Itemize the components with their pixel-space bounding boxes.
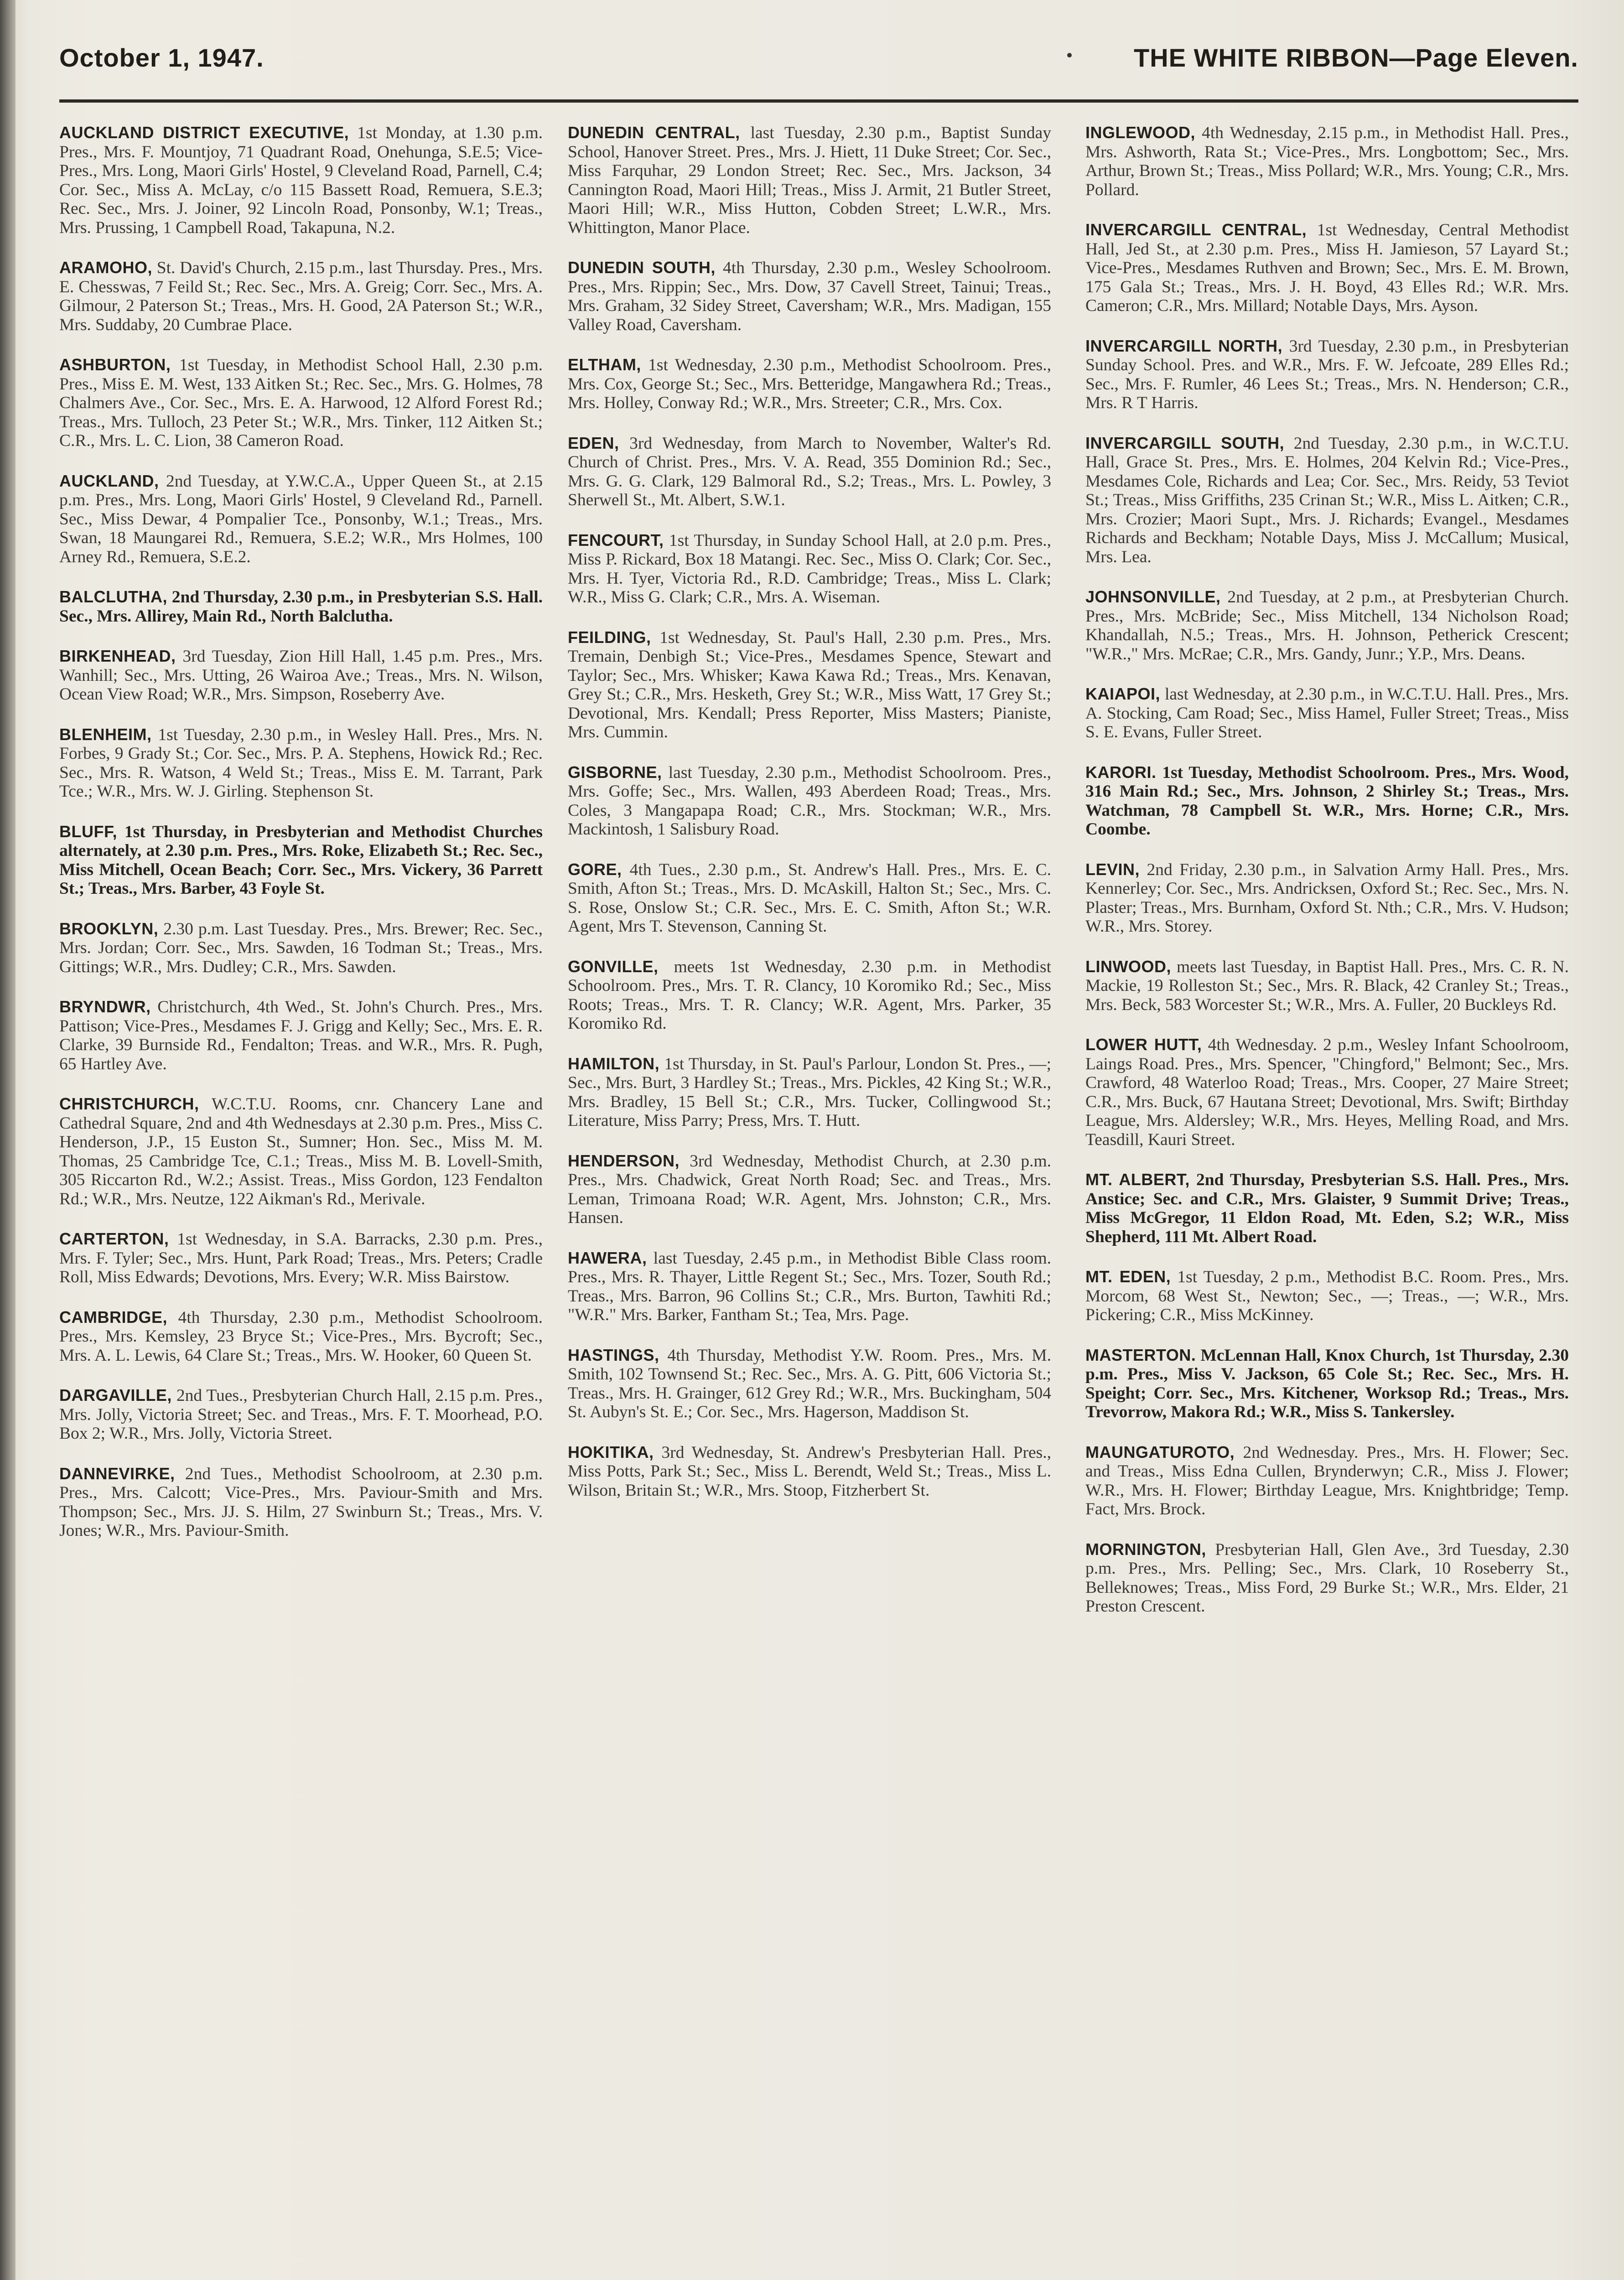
branch-entry xyxy=(568,1346,1051,1422)
branch-name: KARORI. xyxy=(1085,762,1157,782)
branch-entry xyxy=(1085,1170,1569,1246)
header-dot xyxy=(1067,53,1072,57)
branch-details: 1st Thursday, in Sunday School Hall, at 2.0 p.m. Pres., Miss P. Rickard, Box 18 Matangi. Rec. Sec., Miss O. Clark; Cor. Sec., Mrs. H. Tyer, Victoria Rd., R.D. Cambridge; Treas., Miss L. Clark; W.R., Miss G. Clark; C.R., Mrs. A. Wiseman. xyxy=(568,531,1051,606)
branch-details: last Tuesday, 2.30 p.m., Methodist Schoolroom. Pres., Mrs. Goffe; Sec., Mrs. Wallen, 493 Aberdeen Road; Treas., Mrs. Coles, 3 Mangapapa Road; C.R., Mrs. Stockman; W.R., Mrs. Mackintosh, 1 Salisbury Road. xyxy=(568,763,1051,839)
branch-details: 1st Wednesday, Central Methodist Hall, Jed St., at 2.30 p.m. Pres., Miss H. Jamieson, 57 Layard St.; Vice-Pres., Mesdames Ruthven and Brown; Sec., Mrs. E. M. Brown, 175 Gala St.; Treas., Mrs. J. H. Boyd, 43 Elles Rd.; W.R. Mrs. Cameron; C.R., Mrs. Millard; Notable Days, Mrs. Ayson. xyxy=(1085,221,1569,315)
branch-entry xyxy=(568,1249,1051,1325)
branch-details: 2nd Friday, 2.30 p.m., in Salvation Army Hall. Pres., Mrs. Kennerley; Cor. Sec., Mrs. Andricksen, Oxford St.; Rec. Sec., Mrs. N. Plaster; Treas., Mrs. Burnham, Oxford St. Nth.; C.R., Mrs. V. Hudson; W.R., Mrs. Storey. xyxy=(1085,860,1569,936)
branch-details: 1st Thursday, in St. Paul's Parlour, London St. Pres., —; Sec., Mrs. Burt, 3 Hardley St.; Treas., Mrs. Pickles, 42 King St.; W.R., Mrs. Bradley, 15 Bell St.; C.R., Mrs. Tucker, Collingwood St.; Literature, Miss Parry; Press, Mrs. T. Hutt. xyxy=(568,1054,1051,1130)
branch-name: MT. EDEN, xyxy=(1085,1267,1171,1286)
branch-name: FEILDING, xyxy=(568,627,651,647)
branch-entry xyxy=(1085,587,1569,663)
branch-details: 4th Wednesday. 2 p.m., Wesley Infant Schoolroom, Laings Road. Pres., Mrs. Spencer, "Chingford," Belmont; Sec., Mrs. Crawford, 48 Waterloo Road; Treas., Mrs. Cooper, 27 Maire Street; C.R., Mrs. Buck, 67 Hautana Street; Devotional, Mrs. Swift; Birthday League, Mrs. Aldersley; W.R., Mrs. Heyes, Melling Road, and Mrs. Teasdill, Kauri Street. xyxy=(1085,1036,1569,1149)
branch-entry xyxy=(1085,763,1569,839)
branch-entry xyxy=(568,1151,1051,1228)
branch-details: 1st Thursday, in Presbyterian and Methodist Churches alternately, at 2.30 p.m. Pres., Mrs. Roke, Elizabeth St.; Rec. Sec., Miss Mitchell, Ocean Beach; Corr. Sec., Mrs. Vickery, 36 Parrett St.; Treas., Mrs. Barber, 43 Foyle St. xyxy=(59,822,543,898)
branch-details: 4th Wednesday, 2.15 p.m., in Methodist Hall. Pres., Mrs. Ashworth, Rata St.; Vice-Pres., Mrs. Longbottom; Sec., Mrs. Arthur, Brown St.; Treas., Miss Pollard; W.R., Mrs. Young; C.R., Mrs. Pollard. xyxy=(1085,124,1569,199)
branch-name: BRYNDWR, xyxy=(59,997,151,1016)
branch-entry xyxy=(59,355,543,451)
branch-details: meets last Tuesday, in Baptist Hall. Pres., Mrs. C. R. N. Mackie, 19 Rolleston St.; Sec., Mrs. R. Black, 42 Cranley St.; Treas., Mrs. Beck, 583 Worcester St.; W.R., Mrs. A. Fuller, 20 Buckleys Rd. xyxy=(1085,957,1569,1014)
branch-name: HAMILTON, xyxy=(568,1054,660,1073)
branch-details: last Wednesday, at 2.30 p.m., in W.C.T.U. Hall. Pres., Mrs. A. Stocking, Cam Road; Sec., Miss Hamel, Fuller Street; Treas., Miss S. E. Evans, Fuller Street. xyxy=(1085,685,1569,741)
branch-entry xyxy=(59,1094,543,1208)
branch-entry xyxy=(568,355,1051,413)
branch-name: ARAMOHO, xyxy=(59,258,152,277)
branch-name: DARGAVILLE, xyxy=(59,1386,172,1404)
branch-name: CAMBRIDGE, xyxy=(59,1307,167,1327)
branch-name: LINWOOD, xyxy=(1085,957,1171,976)
branch-name: BALCLUTHA, xyxy=(59,587,167,606)
branch-details: McLennan Hall, Knox Church, 1st Thursday, 2.30 p.m. Pres., Miss V. Jackson, 65 Cole St.; Rec. Sec., Mrs. H. Speight; Corr. Sec., Mrs. Kitchener, Worksop Rd.; Treas., Mrs. Trevorrow, Makora Rd.; W.R., Miss S. Tankersley. xyxy=(1085,1346,1569,1421)
branch-details: 1st Tuesday, Methodist Schoolroom. Pres., Mrs. Wood, 316 Main Rd.; Sec., Mrs. Johnson, 2 Shirley St.; Treas., Mrs. Watchman, 78 Campbell St. W.R., Mrs. Horne; C.R., Mrs. Coombe. xyxy=(1085,763,1569,839)
branch-details: 1st Tuesday, 2.30 p.m., in Wesley Hall. Pres., Mrs. N. Forbes, 9 Grady St.; Cor. Sec., Mrs. P. A. Stephens, Howick Rd.; Rec. Sec., Mrs. R. Watson, 4 Weld St.; Treas., Miss E. M. Tarrant, Park Tce.; W.R., Mrs. W. J. Girling. Stephenson St. xyxy=(59,725,543,801)
branch-name: HENDERSON, xyxy=(568,1151,680,1170)
branch-name: GONVILLE, xyxy=(568,957,659,976)
branch-details: Christchurch, 4th Wed., St. John's Church. Pres., Mrs. Pattison; Vice-Pres., Mesdames F. J. Grigg and Kelly; Sec., Mrs. E. R. Clarke, 39 Burnside Rd., Fendalton; Treas. and W.R., Mrs. R. Pugh, 65 Hartley Ave. xyxy=(59,998,543,1073)
branch-entry xyxy=(568,1443,1051,1500)
branch-entry xyxy=(568,628,1051,742)
branch-name: INVERCARGILL CENTRAL, xyxy=(1085,220,1307,239)
branch-details: 1st Monday, at 1.30 p.m. Pres., Mrs. F. Mountjoy, 71 Quadrant Road, Onehunga, S.E.5; Vice-Pres., Mrs. Long, Maori Girls' Hostel, 9 Cleveland Road, Parnell, C.4; Cor. Sec., Miss A. McLay, c/o 115 Bassett Road, Remuera, S.E.3; Rec. Sec., Mrs. J. Joiner, 92 Lincoln Road, Ponsonby, W.1; Treas., Mrs. Prussing, 1 Campbell Road, Takapuna, N.2. xyxy=(59,124,543,237)
branch-name: GISBORNE, xyxy=(568,762,662,782)
branch-entry xyxy=(568,123,1051,237)
branch-entry xyxy=(1085,1540,1569,1616)
branch-entry xyxy=(59,472,543,567)
branch-details: 2nd Thursday, Presbyterian S.S. Hall. Pres., Mrs. Anstice; Sec. and C.R., Mrs. Glaister, 9 Summit Drive; Treas., Miss McGregor, 11 Eldon Road, Mt. Eden, S.2; W.R., Miss Shepherd, 111 Mt. Albert Road. xyxy=(1085,1171,1569,1246)
branch-name: BROOKLYN, xyxy=(59,919,159,938)
branch-name: HASTINGS, xyxy=(568,1345,659,1364)
branch-details: 2nd Tuesday, at 2 p.m., at Presbyterian Church. Pres., Mrs. McBride; Sec., Miss Mitchell, 134 Nicholson Road; Khandallah, N.5.; Treas., Mrs. H. Johnson, Petherick Crescent; "W.R.," Mrs. McRae; C.R., Mrs. Gandy, Junr.; Y.P., Mrs. Deans. xyxy=(1085,588,1569,663)
branch-name: ELTHAM, xyxy=(568,355,641,374)
branch-name: HOKITIKA, xyxy=(568,1442,654,1461)
branch-entry xyxy=(59,997,543,1073)
branch-entry xyxy=(568,860,1051,936)
branch-entry xyxy=(1085,220,1569,316)
branch-name: INVERCARGILL SOUTH, xyxy=(1085,433,1285,452)
branch-details: 3rd Wednesday, Methodist Church, at 2.30 p.m. Pres., Mrs. Chadwick, Great North Road; Sec. and Treas., Mrs. Leman, Trimoana Road; W.R. Agent, Mrs. Johnston; C.R., Mrs. Hansen. xyxy=(568,1151,1051,1227)
branch-entry xyxy=(1085,684,1569,742)
branch-details: 4th Thursday, Methodist Y.W. Room. Pres., Mrs. M. Smith, 102 Townsend St.; Rec. Sec., Mrs. A. G. Pitt, 606 Victoria St.; Treas., Mrs. H. Grainger, 612 Grey Rd.; W.R., Mrs. Buckingham, 504 St. Aubyn's St. E.; Cor. Sec., Mrs. Hagerson, Maddison St. xyxy=(568,1346,1051,1421)
branch-name: AUCKLAND DISTRICT EXECUTIVE, xyxy=(59,123,349,142)
branch-details: 2nd Tues., Methodist Schoolroom, at 2.30 p.m. Pres., Mrs. Calcott; Vice-Pres., Mrs. Paviour-Smith and Mrs. Thompson; Sec., Mrs. JJ. S. Hilm, 27 Swinburn St.; Treas., Mrs. V. Jones; W.R., Mrs. Paviour-Smith. xyxy=(59,1464,543,1540)
branch-entry xyxy=(59,258,543,334)
column-3 xyxy=(1085,123,1569,2280)
branch-entry xyxy=(568,258,1051,334)
branch-details: 2nd Wednesday. Pres., Mrs. H. Flower; Sec. and Treas., Miss Edna Cullen, Brynderwyn; C.R., Miss J. Flower; W.R., Mrs. H. Flower; Birthday League, Mrs. Knightbridge; Temp. Fact, Mrs. Brock. xyxy=(1085,1443,1569,1518)
branch-name: BLENHEIM, xyxy=(59,725,152,744)
branch-details: 3rd Tuesday, Zion Hill Hall, 1.45 p.m. Pres., Mrs. Wanhill; Sec., Mrs. Utting, 26 Wairoa Ave.; Treas., Mrs. N. Wilson, Ocean View Road; W.R., Mrs. Simpson, Roseberry Ave. xyxy=(59,647,543,704)
branch-name: LEVIN, xyxy=(1085,860,1140,879)
branch-details: 2nd Tuesday, 2.30 p.m., in W.C.T.U. Hall, Grace St. Pres., Mrs. E. Holmes, 204 Kelvin Rd.; Vice-Pres., Mesdames Cole, Richards and Lea; Cor. Sec., Mrs. Reidy, 53 Teviot St.; Treas., Miss Griffiths, 235 Crinan St.; W.R., Miss L. Aitken; C.R., Mrs. Crozier; Maori Supt., Mrs. J. Richards; Evangel., Mesdames Richards and Beckham; Notable Days, Miss J. McCallum; Musical, Mrs. Lea. xyxy=(1085,434,1569,566)
branch-details: 2nd Tuesday, at Y.W.C.A., Upper Queen St., at 2.15 p.m. Pres., Mrs. Long, Maori Girls' Hostel, 9 Cleveland Rd., Parnell. Sec., Miss Dewar, 4 Pompalier Tce., Ponsonby, W.1.; Treas., Mrs. Swan, 18 Maungarei Rd., Remuera, S.E.2; W.R., Mrs Holmes, 100 Arney Rd., Remuera, S.E.2. xyxy=(59,472,543,566)
issue-date: October 1, 1947. xyxy=(59,43,264,72)
branch-name: HAWERA, xyxy=(568,1248,647,1267)
branch-name: DUNEDIN SOUTH, xyxy=(568,258,716,277)
branch-entry xyxy=(1085,957,1569,1015)
branch-name: MORNINGTON, xyxy=(1085,1539,1206,1559)
branch-name: FENCOURT, xyxy=(568,530,664,549)
branch-name: MT. ALBERT, xyxy=(1085,1170,1190,1189)
branch-name: LOWER HUTT, xyxy=(1085,1035,1202,1054)
branch-details: last Tuesday, 2.45 p.m., in Methodist Bible Class room. Pres., Mrs. R. Thayer, Little Regent St.; Sec., Mrs. Tozer, South Rd.; Treas., Mrs. Barron, 96 Collins St.; C.R., Mrs. Burton, Tawhiti Rd.; "W.R." Mrs. Barker, Fantham St.; Tea, Mrs. Page. xyxy=(568,1249,1051,1324)
branch-name: JOHNSONVILLE, xyxy=(1085,587,1221,606)
branch-details: last Tuesday, 2.30 p.m., Baptist Sunday School, Hanover Street. Pres., Mrs. J. Hiett, 11 Duke Street; Cor. Sec., Miss Farquhar, 29 London Street; Rec. Sec., Mrs. Jackson, 34 Cannington Road, Maori Hill; Treas., Miss J. Armit, 21 Butler Street, Maori Hill; W.R., Miss Hutton, Cobden Street; L.W.R., Mrs. Whittington, Manor Place. xyxy=(568,124,1051,237)
branch-name: KAIAPOI, xyxy=(1085,684,1161,703)
branch-entry xyxy=(59,822,543,898)
branch-details: 2.30 p.m. Last Tuesday. Pres., Mrs. Brewer; Rec. Sec., Mrs. Jordan; Corr. Sec., Mrs. Sawden, 16 Todman St.; Treas., Mrs. Gittings; W.R., Mrs. Dudley; C.R., Mrs. Sawden. xyxy=(59,919,543,976)
branch-entry xyxy=(1085,1267,1569,1325)
branch-entry xyxy=(568,1054,1051,1130)
branch-name: GORE, xyxy=(568,860,622,879)
branch-details: 2nd Tues., Presbyterian Church Hall, 2.15 p.m. Pres., Mrs. Jolly, Victoria Street; Sec. and Treas., Mrs. F. T. Moorhead, P.O. Box 2; W.R., Mrs. Jolly, Victoria Street. xyxy=(59,1386,543,1443)
branch-entry xyxy=(59,1308,543,1365)
branch-name: CARTERTON, xyxy=(59,1229,169,1248)
branch-details: W.C.T.U. Rooms, cnr. Chancery Lane and Cathedral Square, 2nd and 4th Wednesdays at 2.30 p.m. Pres., Miss C. Henderson, J.P., 15 Euston St., Sumner; Hon. Sec., Miss M. M. Thomas, 25 Cambridge Tce, C.1.; Treas., Miss M. B. Lovell-Smith, 305 Riccarton Rd., W.2.; Assist. Treas., Miss Gordon, 123 Fendalton Rd.; W.R., Mrs. Neutze, 122 Aikman's Rd., Merivale. xyxy=(59,1095,543,1208)
branch-name: MASTERTON. xyxy=(1085,1345,1196,1364)
branch-details: meets 1st Wednesday, 2.30 p.m. in Methodist Schoolroom. Pres., Mrs. T. R. Clancy, 10 Koromiko Rd.; Sec., Miss Roots; Treas., Mrs. T. R. Clancy; W.R. Agent, Mrs. Parker, 35 Koromiko Rd. xyxy=(568,957,1051,1033)
branch-name: INVERCARGILL NORTH, xyxy=(1085,336,1283,355)
branch-details: 3rd Wednesday, from March to November, Walter's Rd. Church of Christ. Pres., Mrs. V. A. Read, 355 Dominion Rd.; Sec., Mrs. G. G. Clark, 129 Balmoral Rd., S.2; Treas., Mrs. L. Powley, 3 Sherwell St., Mt. Albert, S.W.1. xyxy=(568,434,1051,509)
branch-name: BLUFF, xyxy=(59,822,117,841)
branch-name: ASHBURTON, xyxy=(59,355,171,374)
branch-entry xyxy=(59,725,543,801)
branch-details: 1st Tuesday, in Methodist School Hall, 2.30 p.m. Pres., Miss E. M. West, 133 Aitken St.; Rec. Sec., Mrs. G. Holmes, 78 Chalmers Ave., Cor. Sec., Mrs. E. A. Harwood, 12 Alford Forest Rd.; Treas., Mrs. Tulloch, 23 Peter St.; W.R., Mrs. Tinker, 112 Aitken St.; C.R., Mrs. L. C. Lion, 38 Cameron Road. xyxy=(59,356,543,450)
branch-entry xyxy=(1085,1035,1569,1149)
branch-entry xyxy=(1085,1346,1569,1422)
branch-entry xyxy=(568,957,1051,1033)
branch-entry xyxy=(1085,337,1569,413)
branch-details: 1st Wednesday, 2.30 p.m., Methodist Schoolroom. Pres., Mrs. Cox, George St.; Sec., Mrs. Betteridge, Mangawhera Rd.; Treas., Mrs. Holley, Conway Rd.; W.R., Mrs. Streeter; C.R., Mrs. Cox. xyxy=(568,356,1051,412)
branch-entry xyxy=(59,647,543,704)
page-header xyxy=(59,33,1578,88)
branch-details: 4th Tues., 2.30 p.m., St. Andrew's Hall. Pres., Mrs. E. C. Smith, Afton St.; Treas., Mrs. D. McAskill, Halton St.; Sec., Mrs. C. S. Rose, Onslow St.; C.R. Sec., Mrs. E. C. Smith, Afton St.; W.R. Agent, Mrs T. Stevenson, Canning St. xyxy=(568,860,1051,936)
branch-entry xyxy=(568,434,1051,510)
branch-name: CHRISTCHURCH, xyxy=(59,1094,199,1113)
branch-details: 1st Wednesday, in S.A. Barracks, 2.30 p.m. Pres., Mrs. F. Tyler; Sec., Mrs. Hunt, Park Road; Treas., Mrs. Peters; Cradle Roll, Miss Edwards; Devotions, Mrs. Every; W.R. Miss Bairstow. xyxy=(59,1230,543,1286)
branch-entry xyxy=(1085,434,1569,567)
branch-name: DUNEDIN CENTRAL, xyxy=(568,123,740,142)
branch-details: 4th Thursday, 2.30 p.m., Wesley Schoolroom. Pres., Mrs. Rippin; Sec., Mrs. Dow, 37 Cavell Street, Tainui; Treas., Mrs. Graham, 32 Sidey Street, Caversham; W.R., Mrs. Madigan, 155 Valley Road, Caversham. xyxy=(568,259,1051,334)
branch-entry xyxy=(59,919,543,977)
column-1 xyxy=(59,123,543,2280)
branch-name: MAUNGATUROTO, xyxy=(1085,1442,1235,1461)
branch-details: 1st Wednesday, St. Paul's Hall, 2.30 p.m. Pres., Mrs. Tremain, Denbigh St.; Vice-Pres., Mesdames Spence, Stewart and Taylor; Sec., Mrs. Whisker; Kawa Kawa Rd.; Treas., Mrs. Kenavan, Grey St.; C.R., Mrs. Hesketh, Grey St.; W.R., Miss Watt, 17 Grey St.; Devotional, Mrs. Kendall; Press Reporter, Miss Masters; Pianiste, Mrs. Cummin. xyxy=(568,628,1051,741)
branch-details: St. David's Church, 2.15 p.m., last Thursday. Pres., Mrs. E. Chesswas, 7 Feild St.; Rec. Sec., Mrs. A. Greig; Corr. Sec., Mrs. A. Gilmour, 2 Paterson St.; Treas., Mrs. H. Good, 2A Paterson St.; W.R., Mrs. Suddaby, 20 Cumbrae Place. xyxy=(59,259,543,334)
branch-details: 3rd Tuesday, 2.30 p.m., in Presbyterian Sunday School. Pres. and W.R., Mrs. F. W. Jefcoate, 289 Elles Rd.; Sec., Mrs. F. Rumler, 46 Lees St.; Treas., Mrs. N. Henderson; C.R., Mrs. R T Harris. xyxy=(1085,337,1569,412)
branch-name: DANNEVIRKE, xyxy=(59,1464,175,1483)
branch-entry xyxy=(1085,1443,1569,1519)
branch-entry xyxy=(568,763,1051,839)
branch-entry xyxy=(1085,860,1569,936)
branch-details: 1st Tuesday, 2 p.m., Methodist B.C. Room. Pres., Mrs. Morcom, 68 West St., Newton; Sec., —; Treas., —; W.R., Mrs. Pickering; C.R., Miss McKinney. xyxy=(1085,1268,1569,1324)
branch-details: 3rd Wednesday, St. Andrew's Presbyterian Hall. Pres., Miss Potts, Park St.; Sec., Miss L. Berendt, Weld St.; Treas., Miss L. Wilson, Britain St.; W.R., Mrs. Stoop, Fitzherbert St. xyxy=(568,1443,1051,1500)
branch-entry xyxy=(59,1464,543,1540)
binding-edge xyxy=(0,0,16,2280)
branch-name: EDEN, xyxy=(568,433,619,452)
branch-entry xyxy=(59,1386,543,1443)
branch-name: INGLEWOOD, xyxy=(1085,123,1195,142)
branch-details: Presbyterian Hall, Glen Ave., 3rd Tuesday, 2.30 p.m. Pres., Mrs. Pelling; Sec., Mrs. Clark, 10 Roseberry St., Belleknowes; Treas., Miss Ford, 29 Burke St.; W.R., Mrs. Elder, 21 Preston Crescent. xyxy=(1085,1540,1569,1616)
column-2 xyxy=(568,123,1051,2280)
branch-name: AUCKLAND, xyxy=(59,471,159,490)
branch-entry xyxy=(59,587,543,626)
branch-entry xyxy=(59,123,543,237)
branch-entry xyxy=(1085,123,1569,199)
branch-entry xyxy=(59,1229,543,1287)
publication-title: THE WHITE RIBBON—Page Eleven. xyxy=(1134,43,1578,72)
branch-name: BIRKENHEAD, xyxy=(59,647,176,665)
branch-entry xyxy=(568,531,1051,607)
branch-details: 2nd Thursday, 2.30 p.m., in Presbyterian S.S. Hall. Sec., Mrs. Allirey, Main Rd., North Balclutha. xyxy=(59,588,543,626)
branch-details: 4th Thursday, 2.30 p.m., Methodist Schoolroom. Pres., Mrs. Kemsley, 23 Bryce St.; Vice-Pres., Mrs. Bycroft; Sec., Mrs. A. L. Lewis, 64 Clare St.; Treas., Mrs. W. Hooker, 60 Queen St. xyxy=(59,1308,543,1365)
header-rule xyxy=(59,99,1578,103)
